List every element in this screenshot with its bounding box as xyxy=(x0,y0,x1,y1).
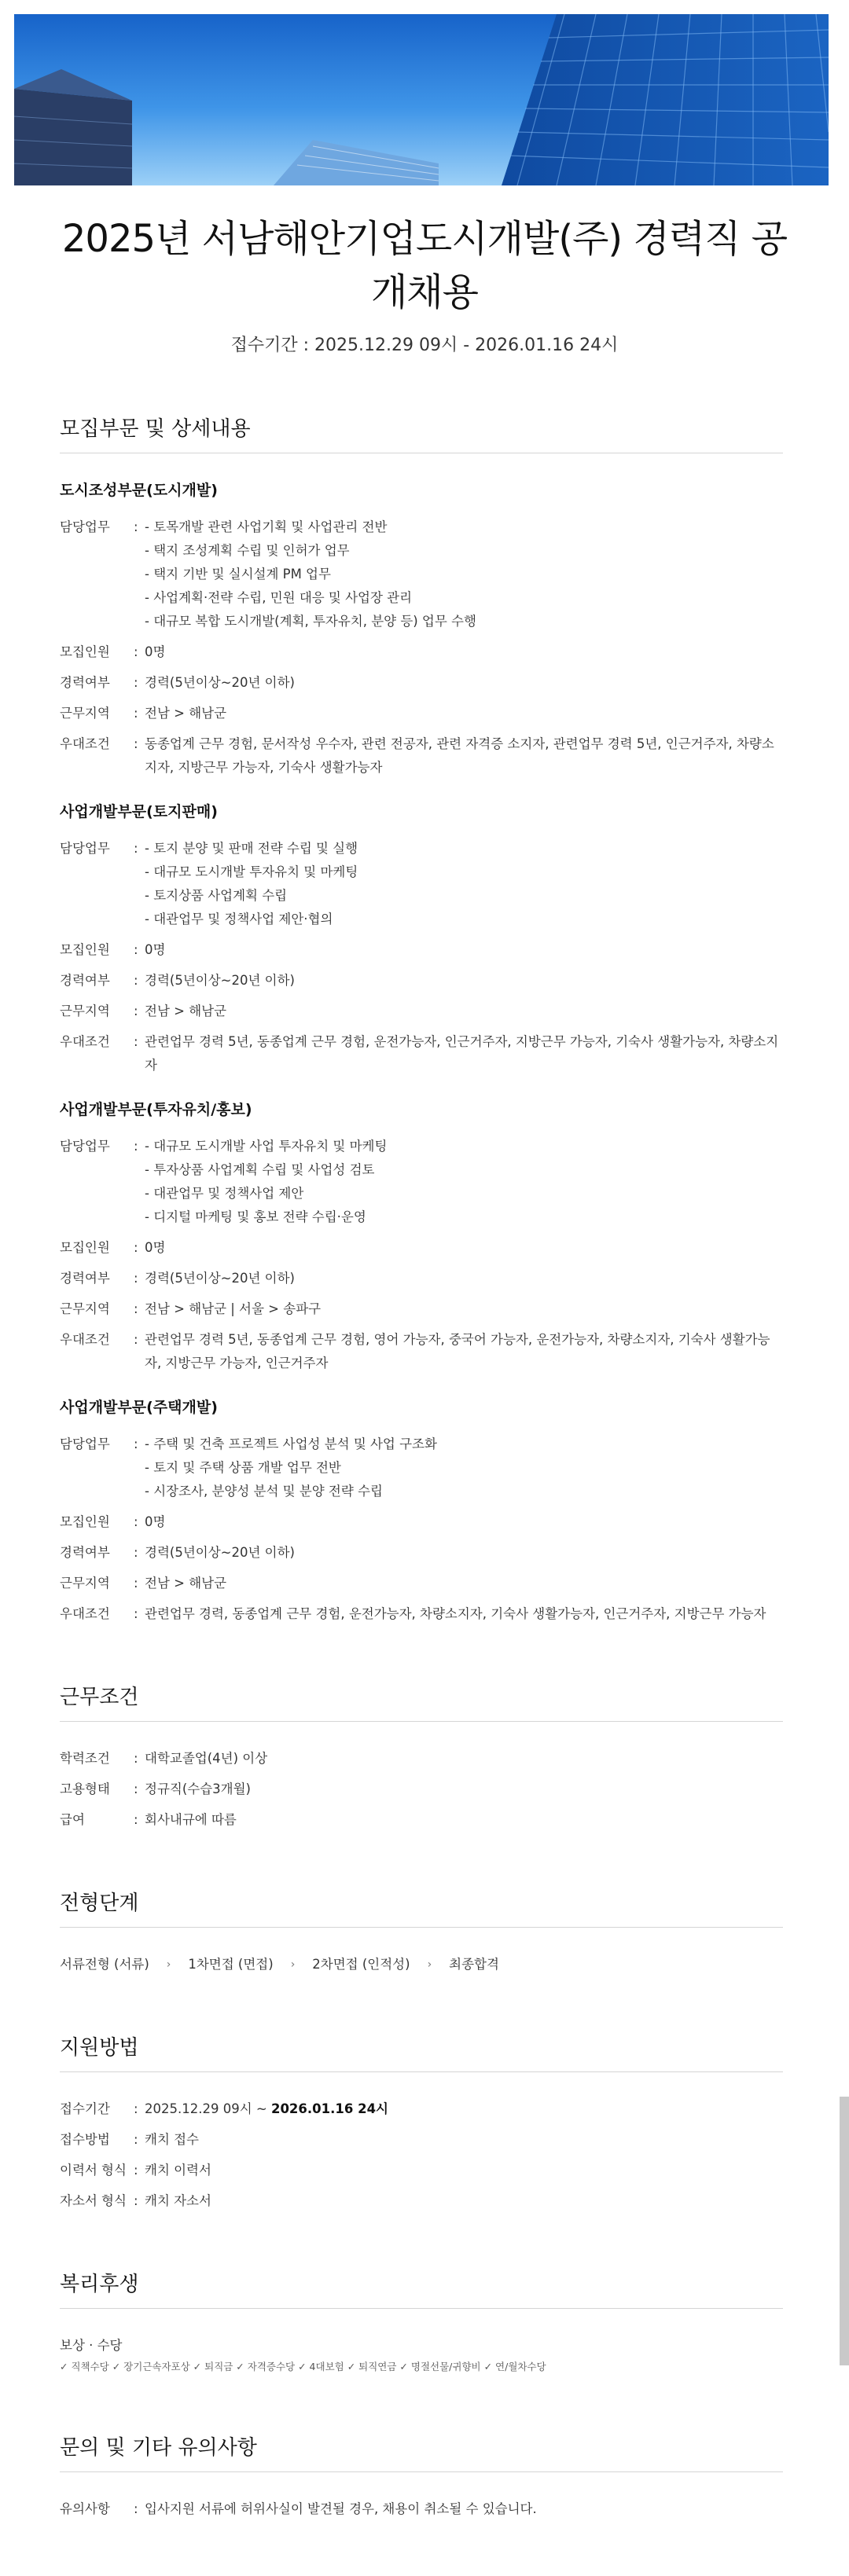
division-title: 사업개발부문(토지판매) xyxy=(60,803,218,820)
field-value: 전남 > 해남군 | 서울 > 송파구 xyxy=(145,1301,322,1316)
process-step: 서류전형 (서류) xyxy=(60,1957,149,1972)
field-row xyxy=(60,2159,783,2182)
field-label: 급여 xyxy=(60,1812,85,1827)
field-value: 캐치 이력서 xyxy=(145,2163,211,2178)
duty-item: - 투자상품 사업계획 수립 및 사업성 검토 xyxy=(145,1162,375,1177)
conditions-heading: 근무조건 xyxy=(60,1681,783,1722)
process-step: 2차면접 (인적성) xyxy=(312,1957,410,1972)
field-colon: : xyxy=(134,1437,138,1451)
recruit-section xyxy=(60,413,783,1626)
duty-item: - 사업계획·전략 수립, 민원 대응 및 사업장 관리 xyxy=(145,590,413,605)
field-colon: : xyxy=(134,644,138,659)
field-row xyxy=(60,2128,783,2152)
field-row xyxy=(60,1602,783,1626)
welfare-category: 보상 · 수당 xyxy=(60,2338,123,2353)
duty-item: - 주택 및 건축 프로젝트 사업성 분석 및 사업 구조화 xyxy=(145,1437,437,1451)
duty-row xyxy=(60,516,783,633)
field-row xyxy=(60,702,783,725)
field-label: 담당업무 xyxy=(60,519,110,534)
field-value: 전남 > 해남군 xyxy=(145,1004,227,1018)
field-label: 경력여부 xyxy=(60,1545,110,1560)
field-colon: : xyxy=(134,1271,138,1286)
duty-row xyxy=(60,1135,783,1229)
field-label: 근무지역 xyxy=(60,1004,110,1018)
field-colon: : xyxy=(134,942,138,957)
field-colon: : xyxy=(134,519,138,534)
field-row xyxy=(60,1541,783,1565)
conditions-section xyxy=(60,1681,783,1832)
duty-item: - 대규모 복합 도시개발(계획, 투자유치, 분양 등) 업무 수행 xyxy=(145,614,476,629)
field-colon: : xyxy=(134,973,138,988)
field-row xyxy=(60,1030,783,1077)
process-step: 1차면접 (면접) xyxy=(188,1957,274,1972)
field-label: 모집인원 xyxy=(60,644,110,659)
division-block xyxy=(60,1098,783,1375)
field-colon: : xyxy=(134,1514,138,1529)
field-colon: : xyxy=(134,675,138,690)
field-row xyxy=(60,732,783,780)
field-value: 캐치 접수 xyxy=(145,2132,200,2147)
field-row xyxy=(60,640,783,664)
field-row xyxy=(60,1778,783,1801)
field-label: 근무지역 xyxy=(60,1576,110,1591)
field-label: 우대조건 xyxy=(60,736,110,751)
duty-item: - 토지 및 주택 상품 개발 업무 전반 xyxy=(145,1460,341,1475)
field-colon: : xyxy=(134,2501,138,2516)
duty-item: - 토지상품 사업계획 수립 xyxy=(145,888,288,903)
field-colon: : xyxy=(134,736,138,751)
field-row xyxy=(60,969,783,993)
field-row xyxy=(60,1572,783,1595)
field-colon: : xyxy=(134,1332,138,1347)
apply-heading: 지원방법 xyxy=(60,2031,783,2072)
chevron-right-icon: › xyxy=(427,1958,432,1971)
duty-list xyxy=(145,1433,783,1503)
field-label: 모집인원 xyxy=(60,1514,110,1529)
field-value: 캐치 자소서 xyxy=(145,2193,211,2208)
field-colon: : xyxy=(134,1606,138,1621)
duty-item: - 디지털 마케팅 및 홍보 전략 수립·운영 xyxy=(145,1209,366,1224)
field-value: 동종업계 근무 경험, 문서작성 우수자, 관련 전공자, 관련 자격증 소지자, 관련업무 경력 5년, 인근거주자, 차량소지자, 지방근무 가능자, 기숙사 생활가능자 xyxy=(145,736,774,775)
field-row xyxy=(60,1236,783,1260)
field-value xyxy=(145,2097,783,2121)
field-label: 담당업무 xyxy=(60,1139,110,1154)
duty-list xyxy=(145,1135,783,1229)
apply-section xyxy=(60,2031,783,2213)
duty-list xyxy=(145,516,783,633)
field-label: 경력여부 xyxy=(60,675,110,690)
duty-item: - 대규모 도시개발 투자유치 및 마케팅 xyxy=(145,864,358,879)
recruit-heading: 모집부문 및 상세내용 xyxy=(60,413,783,453)
notice-heading: 문의 및 기타 유의사항 xyxy=(60,2431,783,2472)
field-colon: : xyxy=(134,1782,138,1796)
division-title: 사업개발부문(주택개발) xyxy=(60,1399,218,1416)
field-label: 경력여부 xyxy=(60,1271,110,1286)
notice-section xyxy=(60,2431,783,2521)
field-value: 경력(5년이상~20년 이하) xyxy=(145,1271,295,1286)
field-row xyxy=(60,1747,783,1771)
field-row xyxy=(60,2189,783,2213)
duty-row xyxy=(60,1433,783,1503)
field-value: 0명 xyxy=(145,1240,166,1255)
field-value: 0명 xyxy=(145,942,166,957)
field-value: 관련업무 경력 5년, 동종업계 근무 경험, 운전가능자, 인근거주자, 지방근무 가능자, 기숙사 생활가능자, 차량소지자 xyxy=(145,1034,779,1073)
field-row xyxy=(60,1808,783,1832)
field-row xyxy=(60,1297,783,1321)
field-colon: : xyxy=(134,1812,138,1827)
duty-item: - 시장조사, 분양성 분석 및 분양 전략 수립 xyxy=(145,1484,383,1499)
field-label: 자소서 형식 xyxy=(60,2193,127,2208)
field-row xyxy=(60,1000,783,1023)
division-block xyxy=(60,1396,783,1626)
duty-item: - 대규모 도시개발 사업 투자유치 및 마케팅 xyxy=(145,1139,388,1154)
field-row xyxy=(60,1510,783,1534)
field-value: 회사내규에 따름 xyxy=(145,1812,237,1827)
field-value: 전남 > 해남군 xyxy=(145,706,227,721)
field-value: 경력(5년이상~20년 이하) xyxy=(145,1545,295,1560)
field-value: 입사지원 서류에 허위사실이 발견될 경우, 채용이 취소될 수 있습니다. xyxy=(145,2501,537,2516)
field-colon: : xyxy=(134,2163,138,2178)
field-value: 경력(5년이상~20년 이하) xyxy=(145,675,295,690)
process-step: 최종합격 xyxy=(449,1957,499,1972)
page-title: 2025년 서남해안기업도시개발(주) 경력직 공개채용 xyxy=(61,217,788,314)
field-colon: : xyxy=(134,1139,138,1154)
division-block xyxy=(60,800,783,1077)
field-label: 모집인원 xyxy=(60,942,110,957)
field-label: 우대조건 xyxy=(60,1606,110,1621)
process-steps xyxy=(60,1953,783,1976)
field-colon: : xyxy=(134,2132,138,2147)
welfare-heading: 복리후생 xyxy=(60,2268,783,2309)
field-label: 담당업무 xyxy=(60,841,110,856)
field-label: 이력서 형식 xyxy=(60,2163,127,2178)
field-colon: : xyxy=(134,1301,138,1316)
field-colon: : xyxy=(134,706,138,721)
field-colon: : xyxy=(134,1004,138,1018)
field-label: 근무지역 xyxy=(60,1301,110,1316)
duty-list xyxy=(145,837,783,931)
field-colon: : xyxy=(134,841,138,856)
field-label: 경력여부 xyxy=(60,973,110,988)
field-row xyxy=(60,2497,783,2521)
field-label: 우대조건 xyxy=(60,1034,110,1049)
field-value: 0명 xyxy=(145,644,166,659)
division-title: 사업개발부문(투자유치/홍보) xyxy=(60,1101,252,1118)
field-label: 우대조건 xyxy=(60,1332,110,1347)
hero-banner-image xyxy=(14,14,829,185)
field-row xyxy=(60,1328,783,1375)
duty-item: - 대관업무 및 정책사업 제안·협의 xyxy=(145,912,333,927)
field-row xyxy=(60,938,783,962)
field-value: 경력(5년이상~20년 이하) xyxy=(145,973,295,988)
field-value: 관련업무 경력, 동종업계 근무 경험, 운전가능자, 차량소지자, 기숙사 생활가능자, 인근거주자, 지방근무 가능자 xyxy=(145,1606,766,1621)
field-value: 0명 xyxy=(145,1514,166,1529)
field-label: 유의사항 xyxy=(60,2501,110,2516)
application-period-summary: 접수기간 : 2025.12.29 09시 - 2026.01.16 24시 xyxy=(230,336,619,355)
period-start: 2025.12.29 09시 ~ xyxy=(145,2101,271,2116)
field-colon: : xyxy=(134,1576,138,1591)
duty-item: - 토목개발 관련 사업기획 및 사업관리 전반 xyxy=(145,519,388,534)
chevron-right-icon: › xyxy=(290,1958,296,1971)
duty-item: - 대관업무 및 정책사업 제안 xyxy=(145,1186,304,1201)
field-value: 정규직(수습3개월) xyxy=(145,1782,251,1796)
field-label: 고용형태 xyxy=(60,1782,110,1796)
process-section xyxy=(60,1887,783,1976)
field-label: 모집인원 xyxy=(60,1240,110,1255)
field-label: 근무지역 xyxy=(60,706,110,721)
duty-item: - 택지 조성계획 수립 및 인허가 업무 xyxy=(145,543,350,558)
field-label: 접수방법 xyxy=(60,2132,110,2147)
field-colon: : xyxy=(134,1034,138,1049)
field-label: 담당업무 xyxy=(60,1437,110,1451)
field-label: 접수기간 xyxy=(60,2101,110,2116)
duty-row xyxy=(60,837,783,931)
scrollbar-thumb[interactable] xyxy=(840,2097,849,2365)
field-value: 관련업무 경력 5년, 동종업계 근무 경험, 영어 가능자, 중국어 가능자, 운전가능자, 차량소지자, 기숙사 생활가능자, 지방근무 가능자, 인근거주자 xyxy=(145,1332,770,1371)
field-row xyxy=(60,671,783,695)
field-colon: : xyxy=(134,1240,138,1255)
chevron-right-icon: › xyxy=(166,1958,171,1971)
welfare-section xyxy=(60,2268,783,2376)
field-value: 대학교졸업(4년) 이상 xyxy=(145,1751,268,1766)
field-colon: : xyxy=(134,1545,138,1560)
division-block xyxy=(60,479,783,780)
field-row xyxy=(60,2097,783,2121)
duty-item: - 토지 분양 및 판매 전략 수립 및 실행 xyxy=(145,841,358,856)
field-row xyxy=(60,1267,783,1290)
field-colon: : xyxy=(134,2101,138,2116)
duty-item: - 택지 기반 및 실시설계 PM 업무 xyxy=(145,567,331,582)
field-label: 학력조건 xyxy=(60,1751,110,1766)
process-heading: 전형단계 xyxy=(60,1887,783,1928)
period-end: 2026.01.16 24시 xyxy=(270,2101,388,2116)
division-title: 도시조성부문(도시개발) xyxy=(60,482,218,499)
field-colon: : xyxy=(134,1751,138,1766)
job-posting-content xyxy=(60,413,783,2576)
welfare-items: ✓ 직책수당 ✓ 장기근속자포상 ✓ 퇴직금 ✓ 자격증수당 ✓ 4대보험 ✓ 퇴직연금 ✓ 명절선물/귀향비 ✓ 연/월차수당 xyxy=(60,2361,546,2372)
field-colon: : xyxy=(134,2193,138,2208)
field-value: 전남 > 해남군 xyxy=(145,1576,227,1591)
